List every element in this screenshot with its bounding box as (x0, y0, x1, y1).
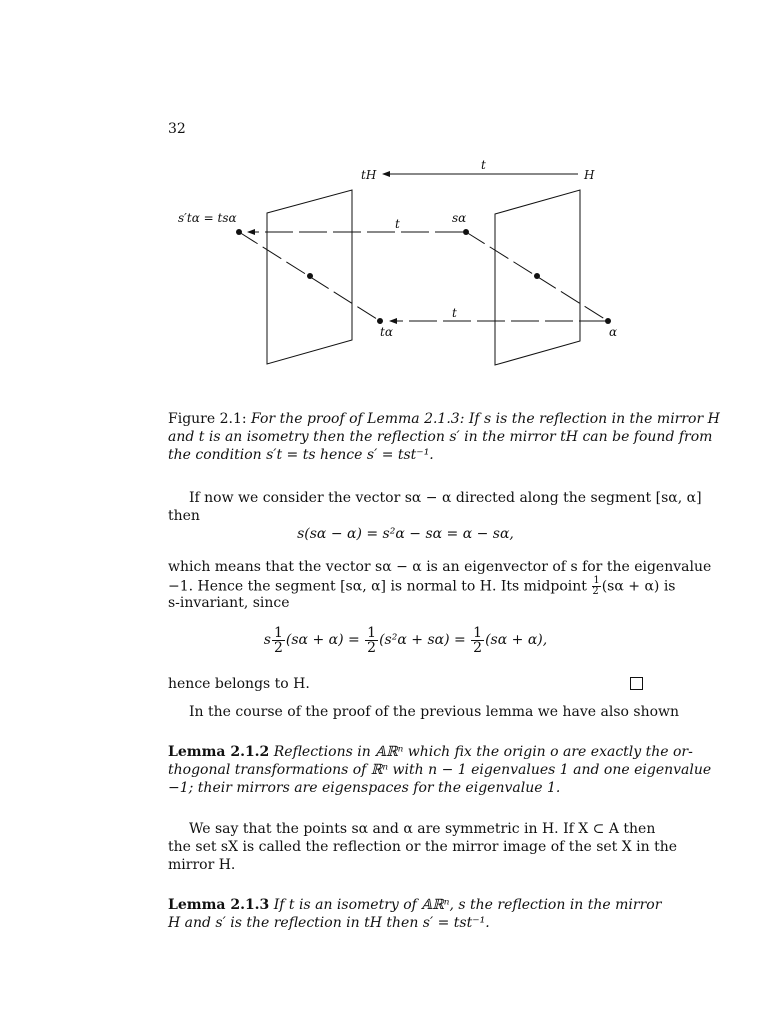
point-s-alpha (463, 229, 469, 235)
page-number: 32 (168, 121, 186, 137)
paragraph-1-line-2: then (168, 508, 200, 524)
fraction-one-half: $\frac{1}{2}$ (592, 575, 600, 597)
figure-caption-line-2: and t is an isometry then the reflection s′ in the mirror tH can be found from (168, 429, 713, 445)
paragraph-3: hence belongs to H. (168, 676, 310, 692)
point-t-alpha (377, 318, 383, 324)
label-t-lower: t (452, 306, 457, 320)
equation-1: s(sα − α) = s²α − sα = α − sα, (297, 526, 514, 542)
lemma-2-1-2-line-2: thogonal transformations of ℝⁿ with n − 1 eigenvalues 1 and one eigenvalue (168, 762, 712, 778)
label-tH: tH (361, 168, 377, 182)
paragraph-1-line-1: If now we consider the vector sα − α directed along the segment [sα, α] (189, 490, 702, 506)
figure-2-1-diagram (0, 0, 768, 400)
lemma-2-1-3-line-1: Lemma 2.1.3 If t is an isometry of 𝔸ℝⁿ, s the reflection in the mirror (168, 897, 662, 913)
paragraph-5-line-2: the set sX is called the reflection or the mirror image of the set X in the (168, 839, 678, 855)
lemma-2-1-2-label: Lemma 2.1.2 (168, 744, 270, 760)
figure-caption-prefix: Figure 2.1: (168, 411, 247, 427)
label-s-alpha: sα (452, 211, 467, 225)
paragraph-2-line-1: which means that the vector sα − α is an eigenvector of s for the eigenvalue (168, 559, 712, 575)
paragraph-4: In the course of the proof of the previous lemma we have also shown (189, 704, 680, 720)
point-midpoint-left (307, 273, 313, 279)
label-alpha: α (609, 325, 618, 339)
label-t-middle: t (395, 217, 400, 231)
point-midpoint-right (534, 273, 540, 279)
paragraph-2-line-2: −1. Hence the segment [sα, α] is normal to H. Its midpoint $\frac{1}{2}$ (sα + α) is (168, 575, 676, 597)
lemma-2-1-3-line-2: H and s′ is the reflection in tH then s′ = tst⁻¹. (168, 915, 490, 931)
qed-square-icon (630, 677, 643, 690)
point-alpha (605, 318, 611, 324)
point-s-t-alpha (236, 229, 242, 235)
label-t-top: t (481, 158, 486, 172)
lemma-2-1-2-line-1: Lemma 2.1.2 Reflections in 𝔸ℝⁿ which fix the origin o are exactly the or- (168, 744, 693, 760)
lemma-2-1-2-line-3: −1; their mirrors are eigenspaces for the eigenvalue 1. (168, 780, 561, 796)
label-t-alpha: tα (380, 325, 393, 339)
figure-caption-text: For the proof of Lemma 2.1.3: If s is the reflection in the mirror H (251, 411, 720, 427)
paragraph-5-line-1: We say that the points sα and α are symmetric in H. If X ⊂ A then (189, 821, 656, 837)
lemma-2-1-3-label: Lemma 2.1.3 (168, 897, 270, 913)
paragraph-2-line-3: s-invariant, since (168, 595, 290, 611)
paragraph-5-line-3: mirror H. (168, 857, 236, 873)
equation-2: s $\frac{1}{2}$ (sα + α) = $\frac{1}{2}$ (s²α + sα) = $\frac{1}{2}$ (sα + α), (263, 624, 548, 656)
label-s-t-alpha: s′tα = tsα (178, 211, 237, 225)
figure-caption-line-3: the condition s′t = ts hence s′ = tst⁻¹. (168, 447, 434, 463)
figure-caption-line-1 (168, 410, 720, 428)
label-H: H (584, 168, 595, 182)
